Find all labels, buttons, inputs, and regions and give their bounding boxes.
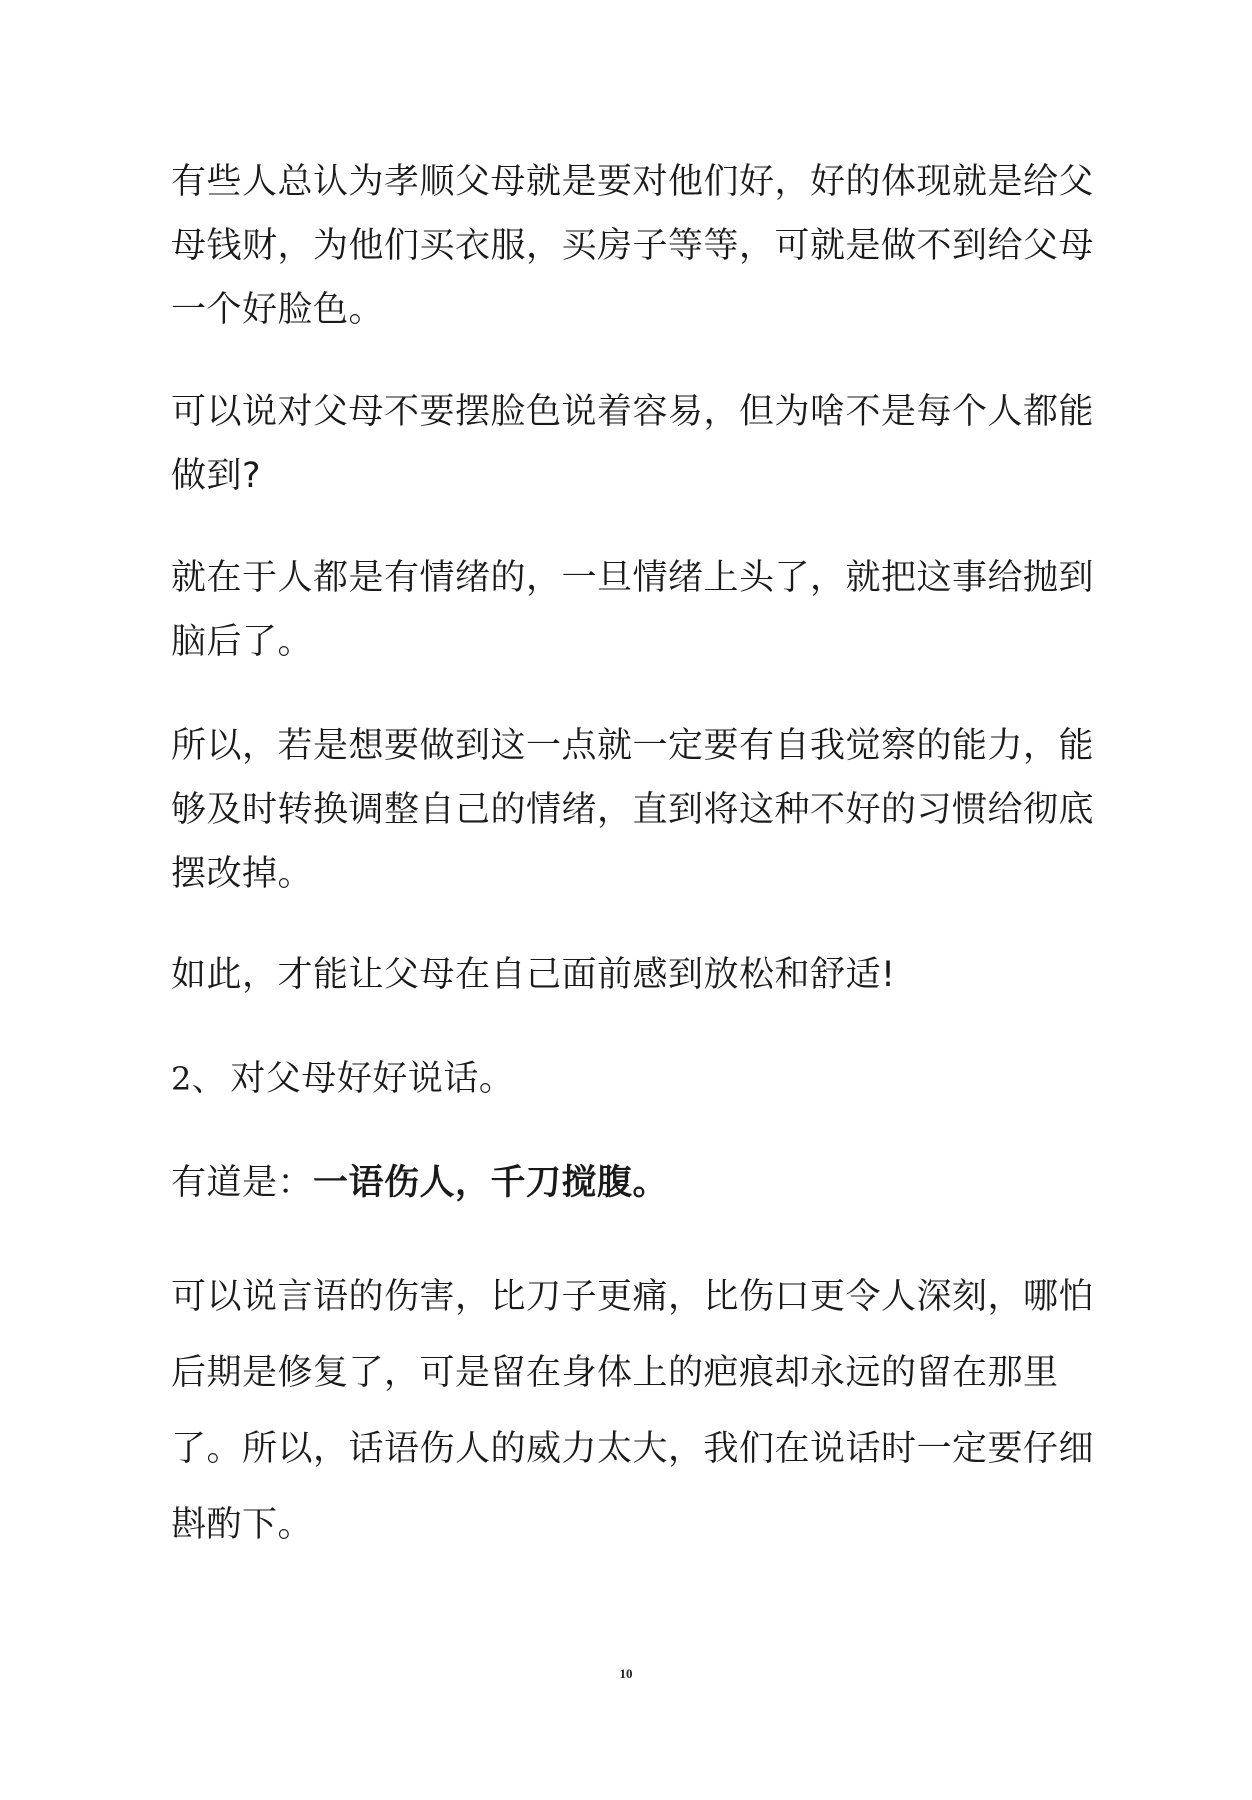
quote-lead: 有道是： xyxy=(171,1163,314,1203)
closing-paragraph: 可以说言语的伤害，比刀子更痛，比伤口更令人深刻，哪怕后期是修复了，可是留在身体上的疤痕却永远的留在那里了。所以，话语伤人的威力太大，我们在说话时一定要仔细斟酌下。 xyxy=(171,1277,1095,1545)
paragraph-3: 就在于人都是有情绪的，一旦情绪上头了，就把这事给抛到脑后了。 xyxy=(171,558,1095,662)
paragraph-4: 所以，若是想要做到这一点就一定要有自我觉察的能力，能够及时转换调整自己的情绪，直到将这种不好的习惯给彻底摆改掉。 xyxy=(171,726,1095,894)
quote-bold-text: 一语伤人，千刀搅腹。 xyxy=(313,1163,669,1203)
paragraph-5: 如此，才能让父母在自己面前感到放松和舒适! xyxy=(171,955,896,995)
quote-paragraph xyxy=(171,1151,1101,1215)
section-number: 2、 xyxy=(171,1060,225,1098)
section-heading xyxy=(171,1047,1101,1111)
paragraph-2: 可以说对父母不要摆脸色说着容易，但为啥不是每个人都能做到? xyxy=(171,392,1095,496)
page-number: 10 xyxy=(619,1666,633,1681)
section-title: 对父母好好说话。 xyxy=(230,1059,515,1099)
paragraph-1: 有些人总认为孝顺父母就是要对他们好，好的体现就是给父母钱财，为他们买衣服，买房子等等，可就是做不到给父母一个好脸色。 xyxy=(171,162,1095,330)
page-content xyxy=(171,150,1101,1563)
